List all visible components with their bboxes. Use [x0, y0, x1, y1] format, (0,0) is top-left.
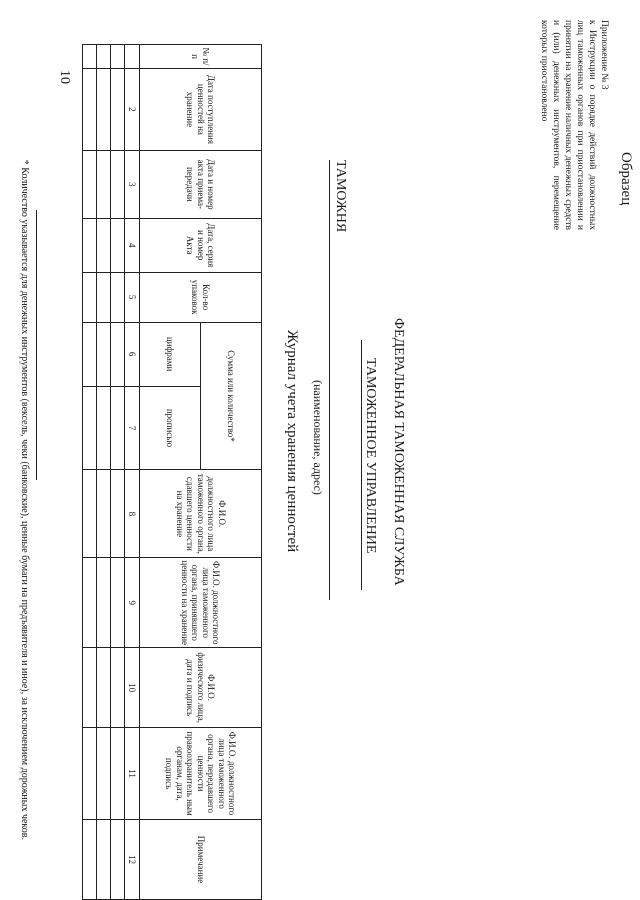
table-cell [83, 218, 97, 272]
header-cell: Дата и номер акта приема-передачи [140, 150, 262, 218]
table-cell [83, 45, 97, 69]
table-row [97, 45, 111, 900]
table-cell [111, 150, 125, 218]
table-cell [97, 470, 111, 558]
header-cell: прописью [140, 386, 201, 470]
table-number-row [125, 45, 140, 900]
table-cell [97, 820, 111, 900]
header-cell: Ф.И.О. должностного лица таможенного органа, передавшего ценности правоохранитель ным органам, дата, подпись [140, 728, 262, 820]
header-cell: цифрами [140, 322, 201, 386]
department-title: ТАМОЖЕННОЕ УПРАВЛЕНИЕ [363, 358, 378, 554]
table-cell [83, 150, 97, 218]
footnote: * Количество указывается для денежных инструментов (вексель, чеки (банковские), ценные бумаги на предъявителя и иное), за исключением дорожных чеков. [19, 159, 30, 840]
annex-block [538, 20, 610, 230]
table-cell [111, 45, 125, 69]
table-cell [83, 68, 97, 150]
sample-label: Образец [618, 152, 634, 206]
column-number [125, 45, 140, 69]
department-fill-line [361, 340, 362, 590]
table-cell [83, 648, 97, 728]
annex-text: к Инструкции о порядке действий должностных лиц таможенных органов при приостановлении и принятии на хранение наличных денежных средств и (или) денежных инструментов, перемещение которых приостановлено [539, 20, 597, 230]
table-cell [111, 272, 125, 322]
header-cell: Ф.И.О. физического лица, дата и подпись [140, 648, 262, 728]
table-cell [83, 558, 97, 648]
header-cell: Дата, серия и номер Акта [140, 218, 262, 272]
table-cell [97, 322, 111, 386]
column-number: 5 [125, 272, 140, 322]
table-cell [97, 45, 111, 69]
column-number: 7 [125, 386, 140, 470]
customs-fill-line [329, 160, 330, 600]
table-cell [111, 218, 125, 272]
header-cell: Кол-во упаковок [140, 272, 262, 322]
table-cell [111, 648, 125, 728]
table-cell [97, 272, 111, 322]
table-cell [111, 68, 125, 150]
address-caption: (наименование, адрес) [311, 380, 325, 495]
table-cell [111, 470, 125, 558]
table-cell [97, 218, 111, 272]
table-cell [83, 322, 97, 386]
journal-table [82, 44, 262, 900]
table-cell [111, 558, 125, 648]
column-number: 3 [125, 150, 140, 218]
journal-title: Журнал учета хранения ценностей [284, 330, 300, 553]
table-cell [111, 386, 125, 470]
column-number: 12 [125, 820, 140, 900]
table-cell [111, 728, 125, 820]
table-header-row [201, 45, 262, 900]
header-cell: Дата поступления ценностей на хранение [140, 68, 262, 150]
column-number: 2 [125, 68, 140, 150]
table-cell [97, 150, 111, 218]
header-cell: Сумма или количество* [201, 322, 262, 470]
column-number: 9 [125, 558, 140, 648]
table-cell [111, 322, 125, 386]
column-number: 8 [125, 470, 140, 558]
annex-number: Приложение № 3 [599, 20, 609, 90]
header-cell: Ф.И.О. должностного лица таможенного органа, принявшего ценности на хранение [140, 558, 262, 648]
table-cell [97, 728, 111, 820]
header-cell: Ф.И.О. должностного лица таможенного органа, сдавшего ценности на хранение [140, 470, 262, 558]
table-cell [83, 728, 97, 820]
header-cell: Примечание [140, 820, 262, 900]
column-number: 4 [125, 218, 140, 272]
table-cell [97, 386, 111, 470]
page-number: 10 [57, 70, 72, 84]
table-cell [111, 820, 125, 900]
table-cell [97, 68, 111, 150]
table-row [83, 45, 97, 900]
table-cell [83, 272, 97, 322]
footnote-separator [36, 210, 37, 480]
org-title: ФЕДЕРАЛЬНАЯ ТАМОЖЕННАЯ СЛУЖБА [391, 318, 406, 586]
column-number: 6 [125, 322, 140, 386]
table-cell [97, 648, 111, 728]
table-row [111, 45, 125, 900]
column-number: 10 [125, 648, 140, 728]
table-cell [83, 386, 97, 470]
header-cell: № п/п [140, 45, 262, 69]
customs-label: ТАМОЖНЯ [333, 160, 348, 233]
table-cell [83, 820, 97, 900]
table-cell [83, 470, 97, 558]
column-number: 11 [125, 728, 140, 820]
table-cell [97, 558, 111, 648]
